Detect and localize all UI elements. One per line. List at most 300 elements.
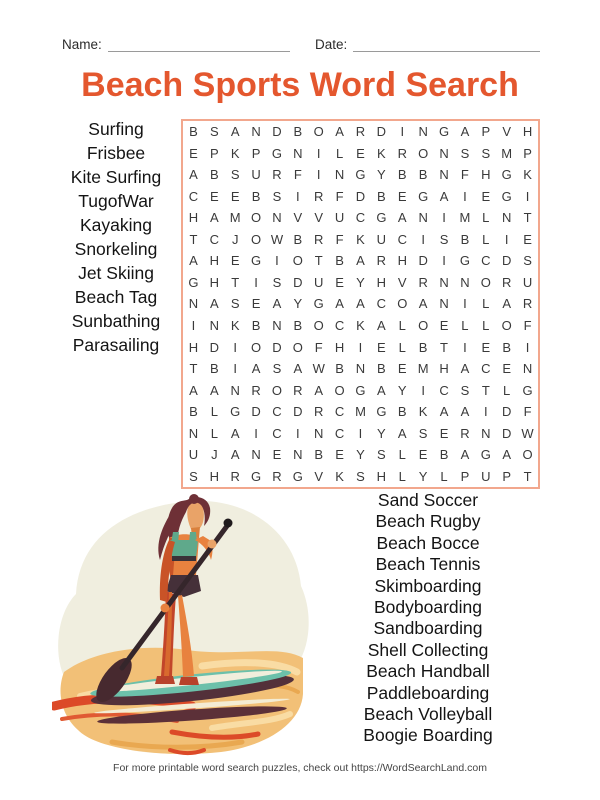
grid-cell[interactable]: C bbox=[272, 425, 282, 441]
grid-cell[interactable]: N bbox=[209, 318, 219, 334]
grid-cell[interactable]: A bbox=[377, 318, 386, 334]
grid-cell[interactable]: I bbox=[191, 318, 196, 334]
grid-cell[interactable]: D bbox=[272, 124, 282, 140]
grid-cell[interactable]: C bbox=[439, 382, 449, 398]
grid-cell[interactable]: A bbox=[418, 296, 428, 312]
grid-cell[interactable]: E bbox=[209, 188, 219, 204]
grid-cell[interactable]: H bbox=[376, 468, 387, 484]
grid-cell[interactable]: E bbox=[189, 145, 198, 161]
grid-cell[interactable]: S bbox=[189, 468, 198, 484]
grid-cell[interactable]: N bbox=[418, 210, 428, 226]
grid-cell[interactable]: U bbox=[481, 468, 491, 484]
grid-cell[interactable]: U bbox=[251, 167, 261, 183]
grid-cell[interactable]: I bbox=[275, 253, 279, 269]
grid-cell[interactable]: K bbox=[418, 404, 428, 420]
grid-cell[interactable]: S bbox=[377, 447, 386, 463]
grid-cell[interactable]: I bbox=[421, 231, 425, 247]
grid-cell[interactable]: N bbox=[188, 296, 199, 312]
grid-cell[interactable]: S bbox=[209, 124, 219, 140]
grid-cell[interactable]: N bbox=[355, 361, 366, 377]
grid-cell[interactable]: A bbox=[460, 124, 470, 140]
grid-cell[interactable]: O bbox=[292, 339, 303, 355]
grid-cell[interactable]: C bbox=[355, 210, 366, 226]
grid-cell[interactable]: K bbox=[523, 167, 532, 183]
grid-cell[interactable]: I bbox=[296, 425, 300, 441]
grid-cell[interactable]: G bbox=[501, 188, 512, 204]
grid-cell[interactable]: G bbox=[480, 447, 491, 463]
grid-cell[interactable]: P bbox=[523, 145, 532, 161]
grid-cell[interactable]: R bbox=[376, 253, 387, 269]
grid-cell[interactable]: N bbox=[188, 425, 199, 441]
grid-cell[interactable]: S bbox=[439, 231, 449, 247]
grid-cell[interactable]: D bbox=[376, 124, 387, 140]
grid-cell[interactable]: D bbox=[355, 188, 366, 204]
grid-cell[interactable]: I bbox=[233, 339, 237, 355]
grid-cell[interactable]: L bbox=[482, 318, 490, 334]
grid-cell[interactable]: R bbox=[314, 188, 324, 204]
grid-cell[interactable]: S bbox=[272, 188, 282, 204]
grid-cell[interactable]: A bbox=[335, 124, 344, 140]
grid-cell[interactable]: N bbox=[293, 145, 303, 161]
grid-cell[interactable]: A bbox=[209, 382, 219, 398]
grid-cell[interactable]: L bbox=[398, 447, 406, 463]
grid-cell[interactable]: E bbox=[230, 253, 240, 269]
grid-cell[interactable]: O bbox=[334, 382, 345, 398]
grid-cell[interactable]: J bbox=[211, 447, 218, 463]
grid-cell[interactable]: I bbox=[525, 339, 530, 355]
grid-cell[interactable]: P bbox=[502, 468, 511, 484]
grid-cell[interactable]: L bbox=[482, 210, 490, 226]
grid-cell[interactable]: T bbox=[481, 382, 490, 398]
grid-cell[interactable]: H bbox=[209, 274, 219, 290]
grid-cell[interactable]: L bbox=[461, 318, 469, 334]
grid-cell[interactable]: S bbox=[460, 382, 470, 398]
grid-cell[interactable]: A bbox=[189, 253, 198, 269]
grid-cell[interactable]: N bbox=[522, 361, 533, 377]
grid-cell[interactable]: E bbox=[418, 447, 428, 463]
grid-cell[interactable]: H bbox=[397, 253, 407, 269]
grid-cell[interactable]: K bbox=[335, 468, 344, 484]
grid-cell[interactable]: R bbox=[314, 231, 324, 247]
grid-cell[interactable]: A bbox=[460, 361, 470, 377]
grid-cell[interactable]: T bbox=[440, 339, 448, 355]
grid-cell[interactable]: E bbox=[439, 425, 449, 441]
grid-cell[interactable]: I bbox=[296, 188, 300, 204]
grid-cell[interactable]: R bbox=[397, 145, 407, 161]
grid-cell[interactable]: G bbox=[522, 382, 533, 398]
grid-cell[interactable]: C bbox=[334, 318, 345, 334]
grid-cell[interactable]: M bbox=[459, 210, 471, 226]
grid-cell[interactable]: Y bbox=[397, 382, 407, 398]
grid-cell[interactable]: S bbox=[230, 167, 240, 183]
grid-cell[interactable]: M bbox=[501, 145, 513, 161]
grid-cell[interactable]: E bbox=[397, 188, 407, 204]
grid-cell[interactable]: B bbox=[293, 318, 303, 334]
grid-cell[interactable]: G bbox=[418, 188, 429, 204]
grid-cell[interactable]: Y bbox=[418, 468, 428, 484]
grid-cell[interactable]: R bbox=[230, 468, 240, 484]
grid-cell[interactable]: A bbox=[251, 361, 261, 377]
grid-cell[interactable]: P bbox=[209, 145, 219, 161]
grid-cell[interactable]: Y bbox=[356, 274, 365, 290]
grid-cell[interactable]: N bbox=[501, 210, 512, 226]
grid-cell[interactable]: N bbox=[439, 274, 449, 290]
grid-cell[interactable]: A bbox=[230, 447, 240, 463]
grid-cell[interactable]: B bbox=[251, 318, 261, 334]
grid-cell[interactable]: D bbox=[209, 339, 219, 355]
grid-cell[interactable]: F bbox=[335, 188, 344, 204]
grid-cell[interactable]: K bbox=[356, 318, 365, 334]
grid-cell[interactable]: E bbox=[377, 339, 386, 355]
grid-cell[interactable]: L bbox=[440, 468, 448, 484]
word-item: Bodyboarding bbox=[374, 597, 482, 618]
grid-cell[interactable]: M bbox=[229, 210, 241, 226]
grid-cell[interactable]: B bbox=[418, 167, 428, 183]
grid-cell[interactable]: G bbox=[355, 382, 366, 398]
grid-cell[interactable]: V bbox=[397, 274, 407, 290]
grid-cell[interactable]: S bbox=[523, 253, 532, 269]
grid-cell[interactable]: I bbox=[254, 274, 258, 290]
grid-cell[interactable]: G bbox=[459, 253, 470, 269]
grid-cell[interactable]: L bbox=[398, 468, 406, 484]
grid-cell[interactable]: I bbox=[463, 188, 467, 204]
grid-cell[interactable]: O bbox=[313, 318, 324, 334]
grid-cell[interactable]: W bbox=[521, 425, 534, 441]
grid-cell[interactable]: E bbox=[335, 274, 344, 290]
grid-cell[interactable]: L bbox=[210, 425, 218, 441]
grid-cell[interactable]: S bbox=[356, 468, 365, 484]
grid-cell[interactable]: I bbox=[316, 167, 321, 183]
grid-cell[interactable]: W bbox=[312, 361, 325, 377]
grid-cell[interactable]: H bbox=[188, 339, 199, 355]
grid-cell[interactable]: N bbox=[272, 210, 282, 226]
grid-cell[interactable]: S bbox=[481, 145, 491, 161]
grid-cell[interactable]: B bbox=[293, 124, 303, 140]
grid-cell[interactable]: D bbox=[418, 253, 428, 269]
grid-cell[interactable]: M bbox=[417, 361, 429, 377]
grid-cell[interactable]: G bbox=[292, 468, 303, 484]
grid-cell[interactable]: V bbox=[293, 210, 303, 226]
grid-cell[interactable]: C bbox=[209, 231, 219, 247]
grid-cell[interactable]: B bbox=[418, 339, 428, 355]
grid-cell[interactable]: H bbox=[376, 274, 387, 290]
grid-cell[interactable]: A bbox=[439, 404, 449, 420]
grid-cell[interactable]: A bbox=[460, 404, 470, 420]
grid-cell[interactable]: G bbox=[230, 404, 241, 420]
grid-cell[interactable]: F bbox=[293, 167, 302, 183]
grid-cell[interactable]: C bbox=[481, 361, 491, 377]
word-item: Shell Collecting bbox=[367, 639, 489, 660]
grid-cell[interactable]: H bbox=[522, 124, 533, 140]
grid-cell[interactable]: Y bbox=[377, 167, 386, 183]
grid-cell[interactable]: A bbox=[272, 296, 282, 312]
grid-cell[interactable]: B bbox=[189, 404, 198, 420]
grid-cell[interactable]: H bbox=[209, 253, 219, 269]
paddleboarding-illustration bbox=[52, 492, 317, 764]
grid-cell[interactable]: C bbox=[397, 231, 407, 247]
grid-cell[interactable]: B bbox=[335, 361, 344, 377]
grid-cell[interactable]: D bbox=[501, 425, 512, 441]
grid-cell[interactable]: E bbox=[439, 318, 449, 334]
grid-cell[interactable]: H bbox=[334, 339, 345, 355]
grid-cell[interactable]: N bbox=[314, 425, 324, 441]
grid-cell[interactable]: I bbox=[463, 339, 467, 355]
grid-cell[interactable]: D bbox=[251, 404, 261, 420]
date-label: Date: bbox=[315, 37, 348, 52]
grid-cell[interactable]: T bbox=[189, 231, 198, 247]
grid-cell[interactable]: E bbox=[251, 296, 261, 312]
grid-cell[interactable]: A bbox=[502, 296, 511, 312]
grid-cell[interactable]: K bbox=[230, 318, 240, 334]
grid-cell[interactable]: B bbox=[209, 361, 219, 377]
grid-cell[interactable]: B bbox=[502, 339, 511, 355]
grid-cell[interactable]: D bbox=[293, 274, 303, 290]
grid-cell[interactable]: I bbox=[358, 425, 363, 441]
grid-cell[interactable]: G bbox=[188, 274, 199, 290]
grid-cell[interactable]: R bbox=[314, 404, 324, 420]
grid-cell[interactable]: O bbox=[271, 382, 283, 398]
grid-cell[interactable]: O bbox=[522, 447, 533, 463]
grid-cell[interactable]: N bbox=[439, 145, 449, 161]
grid-cell[interactable]: O bbox=[418, 145, 429, 161]
grid-cell[interactable]: E bbox=[230, 188, 240, 204]
grid-cell[interactable]: Y bbox=[293, 296, 303, 312]
grid-cell[interactable]: N bbox=[272, 318, 282, 334]
grid-cell[interactable]: U bbox=[314, 274, 324, 290]
grid-cell[interactable]: N bbox=[460, 274, 470, 290]
grid-cell[interactable]: V bbox=[314, 468, 324, 484]
grid-cell[interactable]: N bbox=[418, 124, 428, 140]
grid-cell[interactable]: C bbox=[334, 404, 345, 420]
grid-cell[interactable]: O bbox=[313, 124, 324, 140]
grid-cell[interactable]: F bbox=[335, 231, 344, 247]
grid-cell[interactable]: A bbox=[314, 382, 324, 398]
grid-cell[interactable]: B bbox=[460, 231, 470, 247]
grid-cell[interactable]: G bbox=[438, 124, 450, 140]
grid-cell[interactable]: G bbox=[355, 167, 366, 183]
grid-cell[interactable]: A bbox=[335, 296, 344, 312]
grid-cell[interactable]: G bbox=[501, 167, 512, 183]
grid-cell[interactable]: O bbox=[251, 231, 262, 247]
grid-cell[interactable]: S bbox=[272, 361, 282, 377]
grid-cell[interactable]: B bbox=[251, 188, 261, 204]
grid-cell[interactable]: A bbox=[356, 296, 365, 312]
grid-cell[interactable]: B bbox=[209, 167, 219, 183]
grid-cell[interactable]: D bbox=[293, 404, 303, 420]
grid-cell[interactable]: H bbox=[209, 468, 219, 484]
grid-cell[interactable]: T bbox=[314, 253, 323, 269]
grid-cell[interactable]: F bbox=[460, 167, 469, 183]
grid-cell[interactable]: I bbox=[400, 124, 405, 140]
grid-cell[interactable]: I bbox=[525, 188, 530, 204]
grid-cell[interactable]: S bbox=[460, 145, 470, 161]
grid-cell[interactable]: E bbox=[523, 231, 532, 247]
grid-cell[interactable]: K bbox=[230, 145, 240, 161]
grid-cell[interactable]: A bbox=[397, 425, 407, 441]
grid-cell[interactable]: U bbox=[188, 447, 199, 463]
word-item: Beach Bocce bbox=[376, 532, 480, 553]
grid-cell[interactable]: I bbox=[421, 382, 425, 398]
grid-cell[interactable]: D bbox=[501, 404, 512, 420]
grid-cell[interactable]: U bbox=[376, 231, 387, 247]
grid-cell[interactable]: F bbox=[523, 404, 532, 420]
grid-cell[interactable]: B bbox=[397, 167, 407, 183]
grid-cell[interactable]: F bbox=[314, 339, 323, 355]
grid-cell[interactable]: P bbox=[481, 124, 491, 140]
grid-cell[interactable]: L bbox=[398, 318, 406, 334]
grid-cell[interactable]: A bbox=[356, 253, 365, 269]
grid-cell[interactable]: R bbox=[293, 382, 303, 398]
grid-cell[interactable]: T bbox=[523, 210, 532, 226]
grid-cell[interactable]: I bbox=[442, 253, 446, 269]
grid-cell[interactable]: O bbox=[418, 318, 429, 334]
grid-cell[interactable]: A bbox=[189, 167, 198, 183]
grid-cell[interactable]: G bbox=[251, 468, 262, 484]
grid-cell[interactable]: I bbox=[254, 425, 258, 441]
grid-cell[interactable]: R bbox=[522, 296, 533, 312]
grid-cell[interactable]: B bbox=[377, 188, 386, 204]
grid-cell[interactable]: G bbox=[376, 210, 387, 226]
grid-cell[interactable]: R bbox=[460, 425, 470, 441]
grid-cell[interactable]: N bbox=[481, 425, 491, 441]
grid-cell[interactable]: G bbox=[376, 404, 387, 420]
grid-cell[interactable]: D bbox=[501, 253, 512, 269]
grid-cell[interactable]: A bbox=[209, 210, 219, 226]
grid-cell[interactable]: B bbox=[439, 447, 449, 463]
grid-cell[interactable]: N bbox=[230, 382, 240, 398]
date-input-line[interactable] bbox=[353, 38, 540, 52]
grid-cell[interactable]: R bbox=[272, 468, 282, 484]
grid-cell[interactable]: N bbox=[293, 447, 303, 463]
grid-cell[interactable]: I bbox=[233, 361, 237, 377]
grid-cell[interactable]: U bbox=[334, 210, 345, 226]
page-title: Beach Sports Word Search bbox=[81, 66, 519, 104]
grid-cell[interactable]: Y bbox=[377, 425, 386, 441]
grid-cell[interactable]: N bbox=[439, 167, 449, 183]
grid-cell[interactable]: V bbox=[314, 210, 324, 226]
grid-cell[interactable]: T bbox=[189, 361, 198, 377]
grid-cell[interactable]: C bbox=[481, 253, 491, 269]
grid-cell[interactable]: L bbox=[210, 404, 218, 420]
grid-cell[interactable]: R bbox=[251, 382, 261, 398]
grid-cell[interactable]: E bbox=[272, 447, 282, 463]
grid-cell[interactable]: N bbox=[251, 124, 261, 140]
grid-cell[interactable]: H bbox=[188, 210, 199, 226]
grid-cell[interactable]: L bbox=[482, 231, 490, 247]
grid-cell[interactable]: M bbox=[355, 404, 366, 420]
grid-cell[interactable]: A bbox=[502, 447, 511, 463]
name-field bbox=[62, 37, 290, 52]
grid-cell[interactable]: I bbox=[358, 339, 363, 355]
grid-cell[interactable]: S bbox=[272, 274, 282, 290]
grid-cell[interactable]: G bbox=[313, 296, 324, 312]
grid-cell[interactable]: C bbox=[188, 188, 199, 204]
grid-cell[interactable]: I bbox=[483, 404, 488, 420]
grid-cell[interactable]: A bbox=[230, 124, 240, 140]
grid-cell[interactable]: E bbox=[481, 188, 491, 204]
grid-cell[interactable]: O bbox=[251, 339, 262, 355]
grid-cell[interactable]: E bbox=[356, 145, 365, 161]
grid-cell[interactable]: L bbox=[335, 145, 344, 161]
grid-cell[interactable]: N bbox=[334, 167, 345, 183]
grid-cell[interactable]: K bbox=[356, 231, 365, 247]
grid-cell[interactable]: I bbox=[316, 145, 321, 161]
grid-cell[interactable]: B bbox=[293, 231, 303, 247]
grid-cell[interactable]: D bbox=[272, 339, 282, 355]
grid-cell[interactable]: A bbox=[439, 188, 449, 204]
grid-cell[interactable]: H bbox=[481, 167, 491, 183]
grid-cell[interactable]: L bbox=[503, 382, 511, 398]
grid-cell[interactable]: I bbox=[463, 296, 467, 312]
grid-cell[interactable]: A bbox=[189, 382, 198, 398]
grid-cell[interactable]: A bbox=[230, 425, 240, 441]
grid-cell[interactable]: E bbox=[502, 361, 511, 377]
grid-cell[interactable]: E bbox=[481, 339, 491, 355]
word-item: Frisbee bbox=[86, 143, 146, 163]
grid-cell[interactable]: G bbox=[251, 253, 262, 269]
grid-cell[interactable]: A bbox=[397, 210, 407, 226]
grid-cell[interactable]: A bbox=[293, 361, 303, 377]
grid-cell[interactable]: L bbox=[482, 296, 490, 312]
grid-cell[interactable]: C bbox=[334, 425, 345, 441]
name-input-line[interactable] bbox=[108, 38, 290, 52]
grid-cell[interactable]: B bbox=[189, 124, 198, 140]
grid-cell[interactable]: S bbox=[418, 425, 428, 441]
grid-cell[interactable]: T bbox=[231, 274, 240, 290]
grid-cell[interactable]: O bbox=[251, 210, 262, 226]
grid-cell[interactable]: P bbox=[251, 145, 261, 161]
grid-cell[interactable]: E bbox=[335, 447, 344, 463]
letter-grid[interactable] bbox=[181, 119, 540, 489]
grid-cell[interactable]: R bbox=[355, 124, 366, 140]
grid-cell[interactable]: E bbox=[397, 361, 407, 377]
grid-cell[interactable]: V bbox=[502, 124, 511, 140]
grid-cell[interactable]: H bbox=[439, 361, 449, 377]
grid-cell[interactable]: Y bbox=[356, 447, 365, 463]
grid-cell[interactable]: N bbox=[251, 447, 261, 463]
grid-cell[interactable]: P bbox=[460, 468, 470, 484]
grid-cell[interactable]: T bbox=[523, 468, 532, 484]
grid-cell[interactable]: O bbox=[397, 296, 408, 312]
grid-cell[interactable]: O bbox=[501, 318, 512, 334]
grid-cell[interactable]: O bbox=[480, 274, 491, 290]
grid-cell[interactable]: F bbox=[523, 318, 532, 334]
grid-cell[interactable]: A bbox=[377, 382, 386, 398]
grid-cell[interactable]: W bbox=[270, 231, 284, 247]
grid-cell[interactable]: B bbox=[335, 253, 344, 269]
grid-cell[interactable]: N bbox=[439, 296, 449, 312]
grid-cell[interactable]: R bbox=[418, 274, 428, 290]
grid-cell[interactable]: I bbox=[442, 210, 446, 226]
grid-cell[interactable]: J bbox=[231, 231, 239, 247]
grid-cell[interactable]: S bbox=[230, 296, 240, 312]
grid-cell[interactable]: B bbox=[377, 361, 386, 377]
grid-cell[interactable]: C bbox=[272, 404, 282, 420]
grid-cell[interactable]: G bbox=[271, 145, 283, 161]
grid-cell[interactable]: L bbox=[398, 339, 406, 355]
grid-cell[interactable]: I bbox=[504, 231, 509, 247]
grid-cell[interactable]: B bbox=[397, 404, 407, 420]
grid-cell[interactable]: U bbox=[522, 274, 533, 290]
grid-cell[interactable]: A bbox=[209, 296, 219, 312]
grid-cell[interactable]: R bbox=[272, 167, 282, 183]
grid-cell[interactable]: O bbox=[292, 253, 303, 269]
grid-cell[interactable]: K bbox=[377, 145, 386, 161]
grid-cell[interactable]: A bbox=[460, 447, 470, 463]
grid-cell[interactable]: R bbox=[501, 274, 512, 290]
grid-cell[interactable]: C bbox=[376, 296, 387, 312]
grid-cell[interactable]: B bbox=[314, 447, 324, 463]
